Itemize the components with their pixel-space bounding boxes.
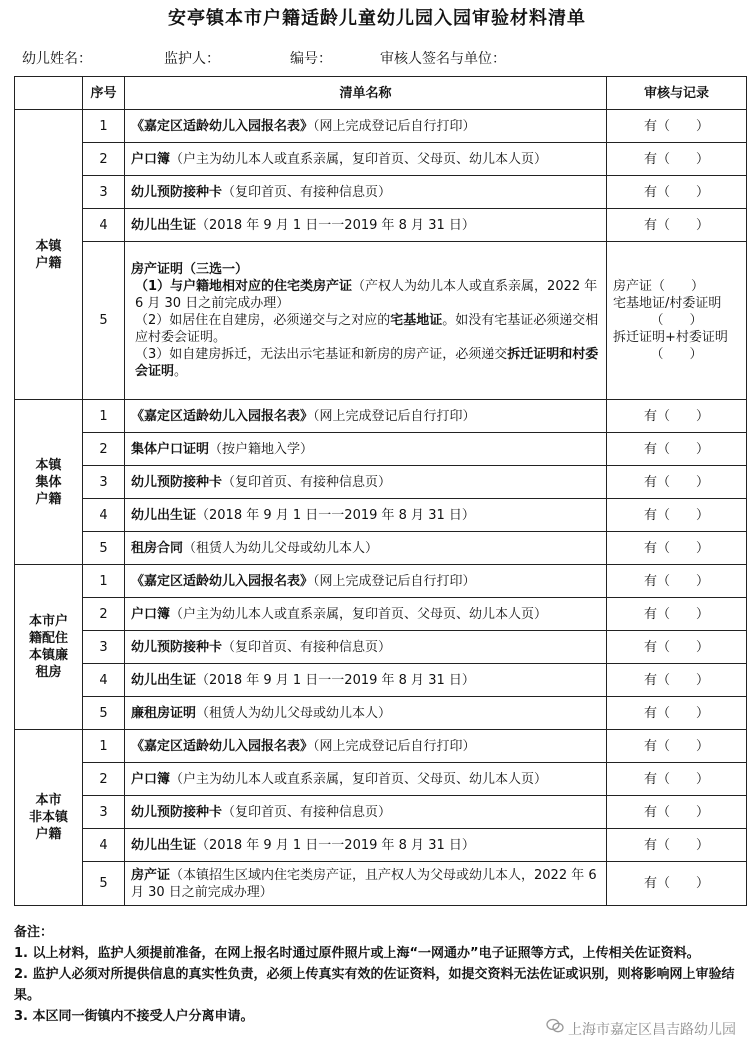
record-cell: 有（ ）	[607, 862, 747, 906]
seq-cell: 3	[83, 466, 125, 499]
seq-cell: 1	[83, 565, 125, 598]
record-cell: 有（ ）	[607, 400, 747, 433]
record-cell: 有（ ）	[607, 829, 747, 862]
seq-cell: 2	[83, 763, 125, 796]
header-row	[15, 77, 747, 110]
table-row	[15, 532, 747, 565]
item-cell: 幼儿出生证（2018 年 9 月 1 日一一2019 年 8 月 31 日）	[125, 209, 607, 242]
record-cell: 有（ ）	[607, 466, 747, 499]
table-row	[15, 796, 747, 829]
table-row	[15, 433, 747, 466]
record-cell: 有（ ）	[607, 110, 747, 143]
seq-cell: 3	[83, 176, 125, 209]
group-label-nonlocal: 本市 非本镇 户籍	[15, 730, 83, 906]
record-cell: 有（ ）	[607, 209, 747, 242]
record-cell: 有（ ）	[607, 730, 747, 763]
seq-cell: 5	[83, 532, 125, 565]
seq-cell: 3	[83, 631, 125, 664]
table-row	[15, 110, 747, 143]
page-title: 安亭镇本市户籍适龄儿童幼儿园入园审验材料清单	[168, 8, 586, 29]
table-row	[15, 763, 747, 796]
item-cell: 廉租房证明（租赁人为幼儿父母或幼儿本人）	[125, 697, 607, 730]
table-row	[15, 730, 747, 763]
seq-cell: 1	[83, 400, 125, 433]
seq-cell: 4	[83, 499, 125, 532]
record-cell: 有（ ）	[607, 631, 747, 664]
item-cell: 幼儿出生证（2018 年 9 月 1 日一一2019 年 8 月 31 日）	[125, 499, 607, 532]
item-cell: 集体户口证明（按户籍地入学）	[125, 433, 607, 466]
item-cell: 幼儿预防接种卡（复印首页、有接种信息页）	[125, 176, 607, 209]
item-cell: 《嘉定区适龄幼儿入园报名表》（网上完成登记后自行打印）	[125, 565, 607, 598]
guardian-label: 监护人：	[164, 51, 220, 67]
table-row	[15, 598, 747, 631]
header-record: 审核与记录	[607, 77, 747, 110]
header-seq: 序号	[83, 77, 125, 110]
record-cell: 有（ ）	[607, 176, 747, 209]
info-row	[22, 48, 742, 70]
record-cell: 有（ ）	[607, 499, 747, 532]
wechat-icon	[546, 1018, 564, 1038]
watermark	[546, 1018, 736, 1039]
table-row	[15, 176, 747, 209]
group-label-local: 本镇 户籍	[15, 110, 83, 400]
seq-cell: 2	[83, 143, 125, 176]
notes-heading: 备注：	[14, 925, 54, 940]
item-cell: 《嘉定区适龄幼儿入园报名表》（网上完成登记后自行打印）	[125, 730, 607, 763]
seq-cell: 1	[83, 110, 125, 143]
table-row	[15, 143, 747, 176]
item-cell: 《嘉定区适龄幼儿入园报名表》（网上完成登记后自行打印）	[125, 110, 607, 143]
seq-cell: 3	[83, 796, 125, 829]
number-label: 编号：	[290, 51, 332, 67]
item-cell: 幼儿出生证（2018 年 9 月 1 日一一2019 年 8 月 31 日）	[125, 664, 607, 697]
record-cell: 有（ ）	[607, 697, 747, 730]
record-cell-property: 房产证（ ） 宅基地证/村委证明 （ ） 拆迁证明+村委证明 （ ）	[607, 242, 747, 400]
table-row	[15, 664, 747, 697]
seq-cell: 4	[83, 829, 125, 862]
seq-cell: 4	[83, 664, 125, 697]
item-cell: 户口簿（户主为幼儿本人或直系亲属，复印首页、父母页、幼儿本人页）	[125, 143, 607, 176]
item-cell: 租房合同（租赁人为幼儿父母或幼儿本人）	[125, 532, 607, 565]
note-2: 2. 监护人必须对所提供信息的真实性负责，必须上传真实有效的佐证资料，如提交资料无法佐证或识别，则将影响网上审验结果。	[14, 967, 735, 1003]
table-row	[15, 862, 747, 906]
record-cell: 有（ ）	[607, 433, 747, 466]
item-cell: 幼儿预防接种卡（复印首页、有接种信息页）	[125, 466, 607, 499]
checklist-table	[14, 76, 747, 906]
table-row	[15, 829, 747, 862]
item-cell: 《嘉定区适龄幼儿入园报名表》（网上完成登记后自行打印）	[125, 400, 607, 433]
child-name-label: 幼儿姓名：	[22, 51, 92, 67]
table-row	[15, 242, 747, 400]
watermark-text: 上海市嘉定区昌吉路幼儿园	[568, 1022, 736, 1038]
table-row	[15, 499, 747, 532]
record-cell: 有（ ）	[607, 664, 747, 697]
reviewer-label: 审核人签名与单位：	[380, 51, 506, 67]
record-cell: 有（ ）	[607, 532, 747, 565]
header-name: 清单名称	[125, 77, 607, 110]
item-cell: 户口簿（户主为幼儿本人或直系亲属，复印首页、父母页、幼儿本人页）	[125, 763, 607, 796]
group-label-lowrent: 本市户 籍配住 本镇廉 租房	[15, 565, 83, 730]
note-3: 3. 本区同一街镇内不接受人户分离申请。	[14, 1009, 254, 1024]
notes-section	[14, 922, 744, 1027]
table-row	[15, 400, 747, 433]
seq-cell: 5	[83, 242, 125, 400]
item-cell-property: 房产证明（三选一） （1）与户籍地相对应的住宅类房产证（产权人为幼儿本人或直系亲属，2022 年 6 月 30 日之前完成办理） （2）如居住在自建房，必须递交与之对应的宅基地证。如没有宅基证必须递交相应村委会证明。 （3）如自建房拆迁，无法出示宅基证和新房的房产证，必须递交拆迁证明和村委会证明。	[125, 242, 607, 400]
item-cell: 幼儿出生证（2018 年 9 月 1 日一一2019 年 8 月 31 日）	[125, 829, 607, 862]
seq-cell: 5	[83, 697, 125, 730]
table-row	[15, 466, 747, 499]
seq-cell: 1	[83, 730, 125, 763]
seq-cell: 4	[83, 209, 125, 242]
seq-cell: 5	[83, 862, 125, 906]
header-group	[15, 77, 83, 110]
note-1: 1. 以上材料，监护人须提前准备，在网上报名时通过原件照片或上海“一网通办”电子证照等方式，上传相关佐证资料。	[14, 946, 700, 961]
table-row	[15, 631, 747, 664]
item-cell: 户口簿（户主为幼儿本人或直系亲属，复印首页、父母页、幼儿本人页）	[125, 598, 607, 631]
item-cell: 幼儿预防接种卡（复印首页、有接种信息页）	[125, 796, 607, 829]
record-cell: 有（ ）	[607, 763, 747, 796]
record-cell: 有（ ）	[607, 598, 747, 631]
table-row	[15, 697, 747, 730]
record-cell: 有（ ）	[607, 143, 747, 176]
group-label-collective: 本镇 集体 户籍	[15, 400, 83, 565]
seq-cell: 2	[83, 598, 125, 631]
item-cell: 房产证（本镇招生区域内住宅类房产证，且产权人为父母或幼儿本人，2022 年 6 月 30 日之前完成办理）	[125, 862, 607, 906]
record-cell: 有（ ）	[607, 796, 747, 829]
seq-cell: 2	[83, 433, 125, 466]
record-cell: 有（ ）	[607, 565, 747, 598]
table-row	[15, 209, 747, 242]
table-row	[15, 565, 747, 598]
item-cell: 幼儿预防接种卡（复印首页、有接种信息页）	[125, 631, 607, 664]
